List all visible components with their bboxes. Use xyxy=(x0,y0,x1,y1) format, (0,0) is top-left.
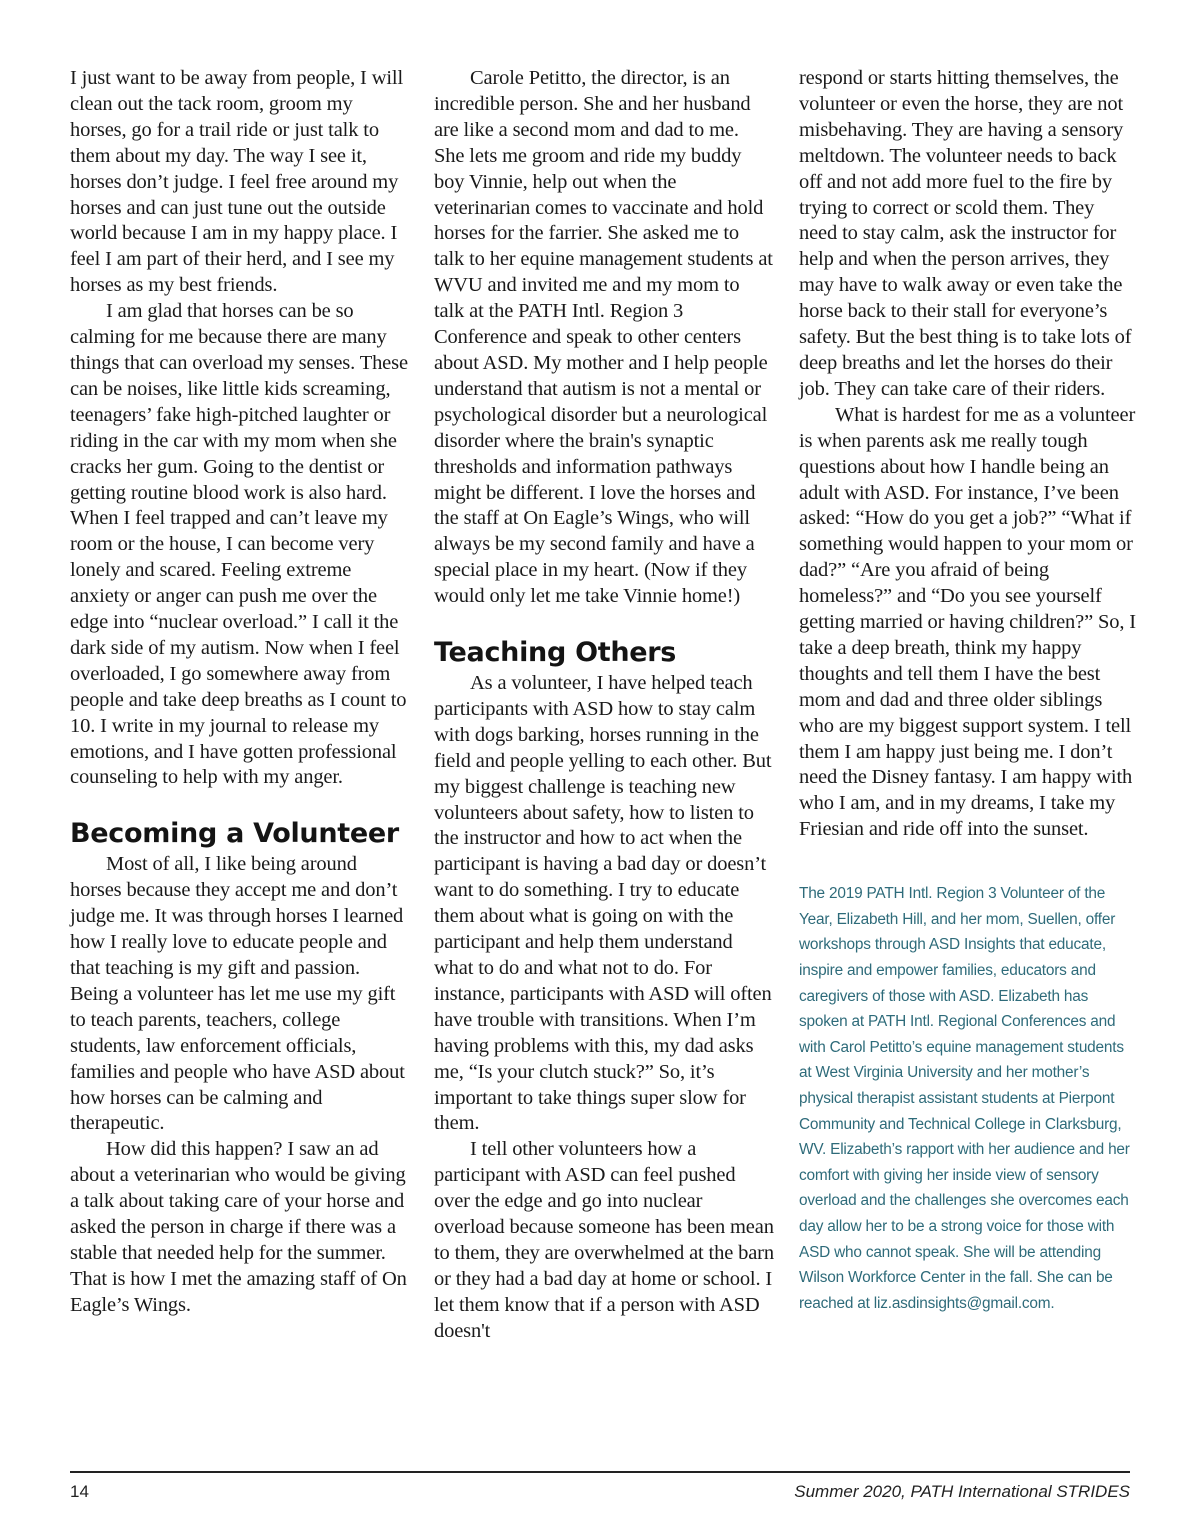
paragraph: As a volunteer, I have helped teach participants with ASD how to stay calm with dogs barking, horses running in the field and people yelling to each other. But my biggest challenge is teaching new volunteers about safety, how to listen to the instructor and how to act when the participant is having a bad day or doesn’t want to do something. I try to educate them about what is going on with the participant and help them understand what to do and what not to do. For instance, participants with ASD will often have trouble with transitions. When I’m having problems with this, my dad asks me, “Is your clutch stuck?” So, it’s important to take things super slow for them. xyxy=(434,672,772,1135)
paragraph: I am glad that horses can be so calming for me because there are many things that can overload my senses. These can be noises, like little kids screaming, teenagers’ fake high-pitched laughter or riding in the car with my mom when she cracks her gum. Going to the dentist or getting routine blood work is also hard. When I feel trapped and can’t leave my room or the house, I can become very lonely and scared. Feeling extreme anxiety or anger can push me over the edge into “nuclear overload.” I call it the dark side of my autism. Now when I feel overloaded, I go somewhere away from people and take deep breaths as I count to 10. I write in my journal to release my emotions, and I have gotten professional counseling to help with my anger. xyxy=(70,300,408,789)
publication-info: Summer 2020, PATH International STRIDES xyxy=(794,1482,1130,1501)
column-2 xyxy=(434,66,774,1345)
paragraph: Carole Petitto, the director, is an incredible person. She and her husband are like a second mom and dad to me. She lets me groom and ride my buddy boy Vinnie, help out when the veterinarian comes to vaccinate and hold horses for the farrier. She asked me to talk to her equine management students at WVU and invited me and my mom to talk at the PATH Intl. Region 3 Conference and speak to other centers about ASD. My mother and I help people understand that autism is not a mental or psychological disorder but a neurological disorder where the brain's synaptic thresholds and information pathways might be different. I love the horses and the staff at On Eagle’s Wings, who will always be my second family and have a special place in my heart. (Now if they would only let me take Vinnie home!) xyxy=(434,67,773,608)
paragraph: How did this happen? I saw an ad about a veterinarian who would be giving a talk about taking care of your horse and asked the person in charge if there was a stable that needed help for the summer. That is how I met the amazing staff of On Eagle’s Wings. xyxy=(70,1138,407,1316)
page-number: 14 xyxy=(70,1482,89,1501)
paragraph: I tell other volunteers how a participant with ASD can feel pushed over the edge and go into nuclear overload because someone has been mean to them, they are overwhelmed at the barn or they had a bad day at home or school. I let them know that if a person with ASD doesn't xyxy=(434,1138,774,1342)
paragraph: respond or starts hitting themselves, the volunteer or even the horse, they are not misbehaving. They are having a sensory meltdown. The volunteer needs to back off and not add more fuel to the fire by trying to correct or scold them. They need to stay calm, ask the instructor for help and when the person arrives, they may have to walk away or even take the horse back to their stall for everyone’s safety. But the best thing is to take lots of deep breaths and let the horses do their job. They can take care of their riders. xyxy=(799,67,1132,400)
section-heading-teaching-others: Teaching Others xyxy=(434,637,677,669)
footer-divider xyxy=(70,1471,1130,1473)
author-bio: The 2019 PATH Intl. Region 3 Volunteer of the Year, Elizabeth Hill, and her mom, Suellen, offer workshops through ASD Insights that educate, inspire and empower families, educators and caregivers of those with ASD. Elizabeth has spoken at PATH Intl. Regional Conferences and with Carol Petitto’s equine management students at West Virginia University and her mother’s physical therapist assistant students at Pierpont Community and Technical College in Clarksburg, WV. Elizabeth’s rapport with her audience and her comfort with giving her inside view of sensory overload and the challenges she overcomes each day allow her to be a strong voice for those with ASD who cannot speak. She will be attending Wilson Workforce Center in the fall. She can be reached at liz.asdinsights@gmail.com. xyxy=(799,885,1130,1312)
paragraph: Most of all, I like being around horses because they accept me and don’t judge me. It was through horses I learned how I really love to educate people and that teaching is my gift and passion. Being a volunteer has let me use my gift to teach parents, teachers, college students, law enforcement officials, families and people who have ASD about how horses can be calming and therapeutic. xyxy=(70,853,405,1135)
column-3 xyxy=(799,66,1137,1332)
paragraph: What is hardest for me as a volunteer is when parents ask me really tough questions about how I handle being an adult with ASD. For instance, I’ve been asked: “How do you get a job?” “What if something would happen to your mom or dad?” “Are you afraid of being homeless?” and “Do you see yourself getting married or having children?” So, I take a deep breath, think my happy thoughts and tell them I have the best mom and dad and three older siblings who are my biggest support system. I tell them I am happy just being me. I don’t need the Disney fantasy. I am happy with who I am, and in my dreams, I take my Friesian and ride off into the sunset. xyxy=(799,403,1136,841)
paragraph: I just want to be away from people, I will clean out the tack room, groom my horses, go for a trail ride or just talk to them about my day. The way I see it, horses don’t judge. I feel free around my horses and can just tune out the outside world because I am in my happy place. I feel I am part of their herd, and I see my horses as my best friends. xyxy=(70,67,404,297)
column-1 xyxy=(70,66,408,1319)
section-heading-becoming-a-volunteer: Becoming a Volunteer xyxy=(70,818,399,850)
